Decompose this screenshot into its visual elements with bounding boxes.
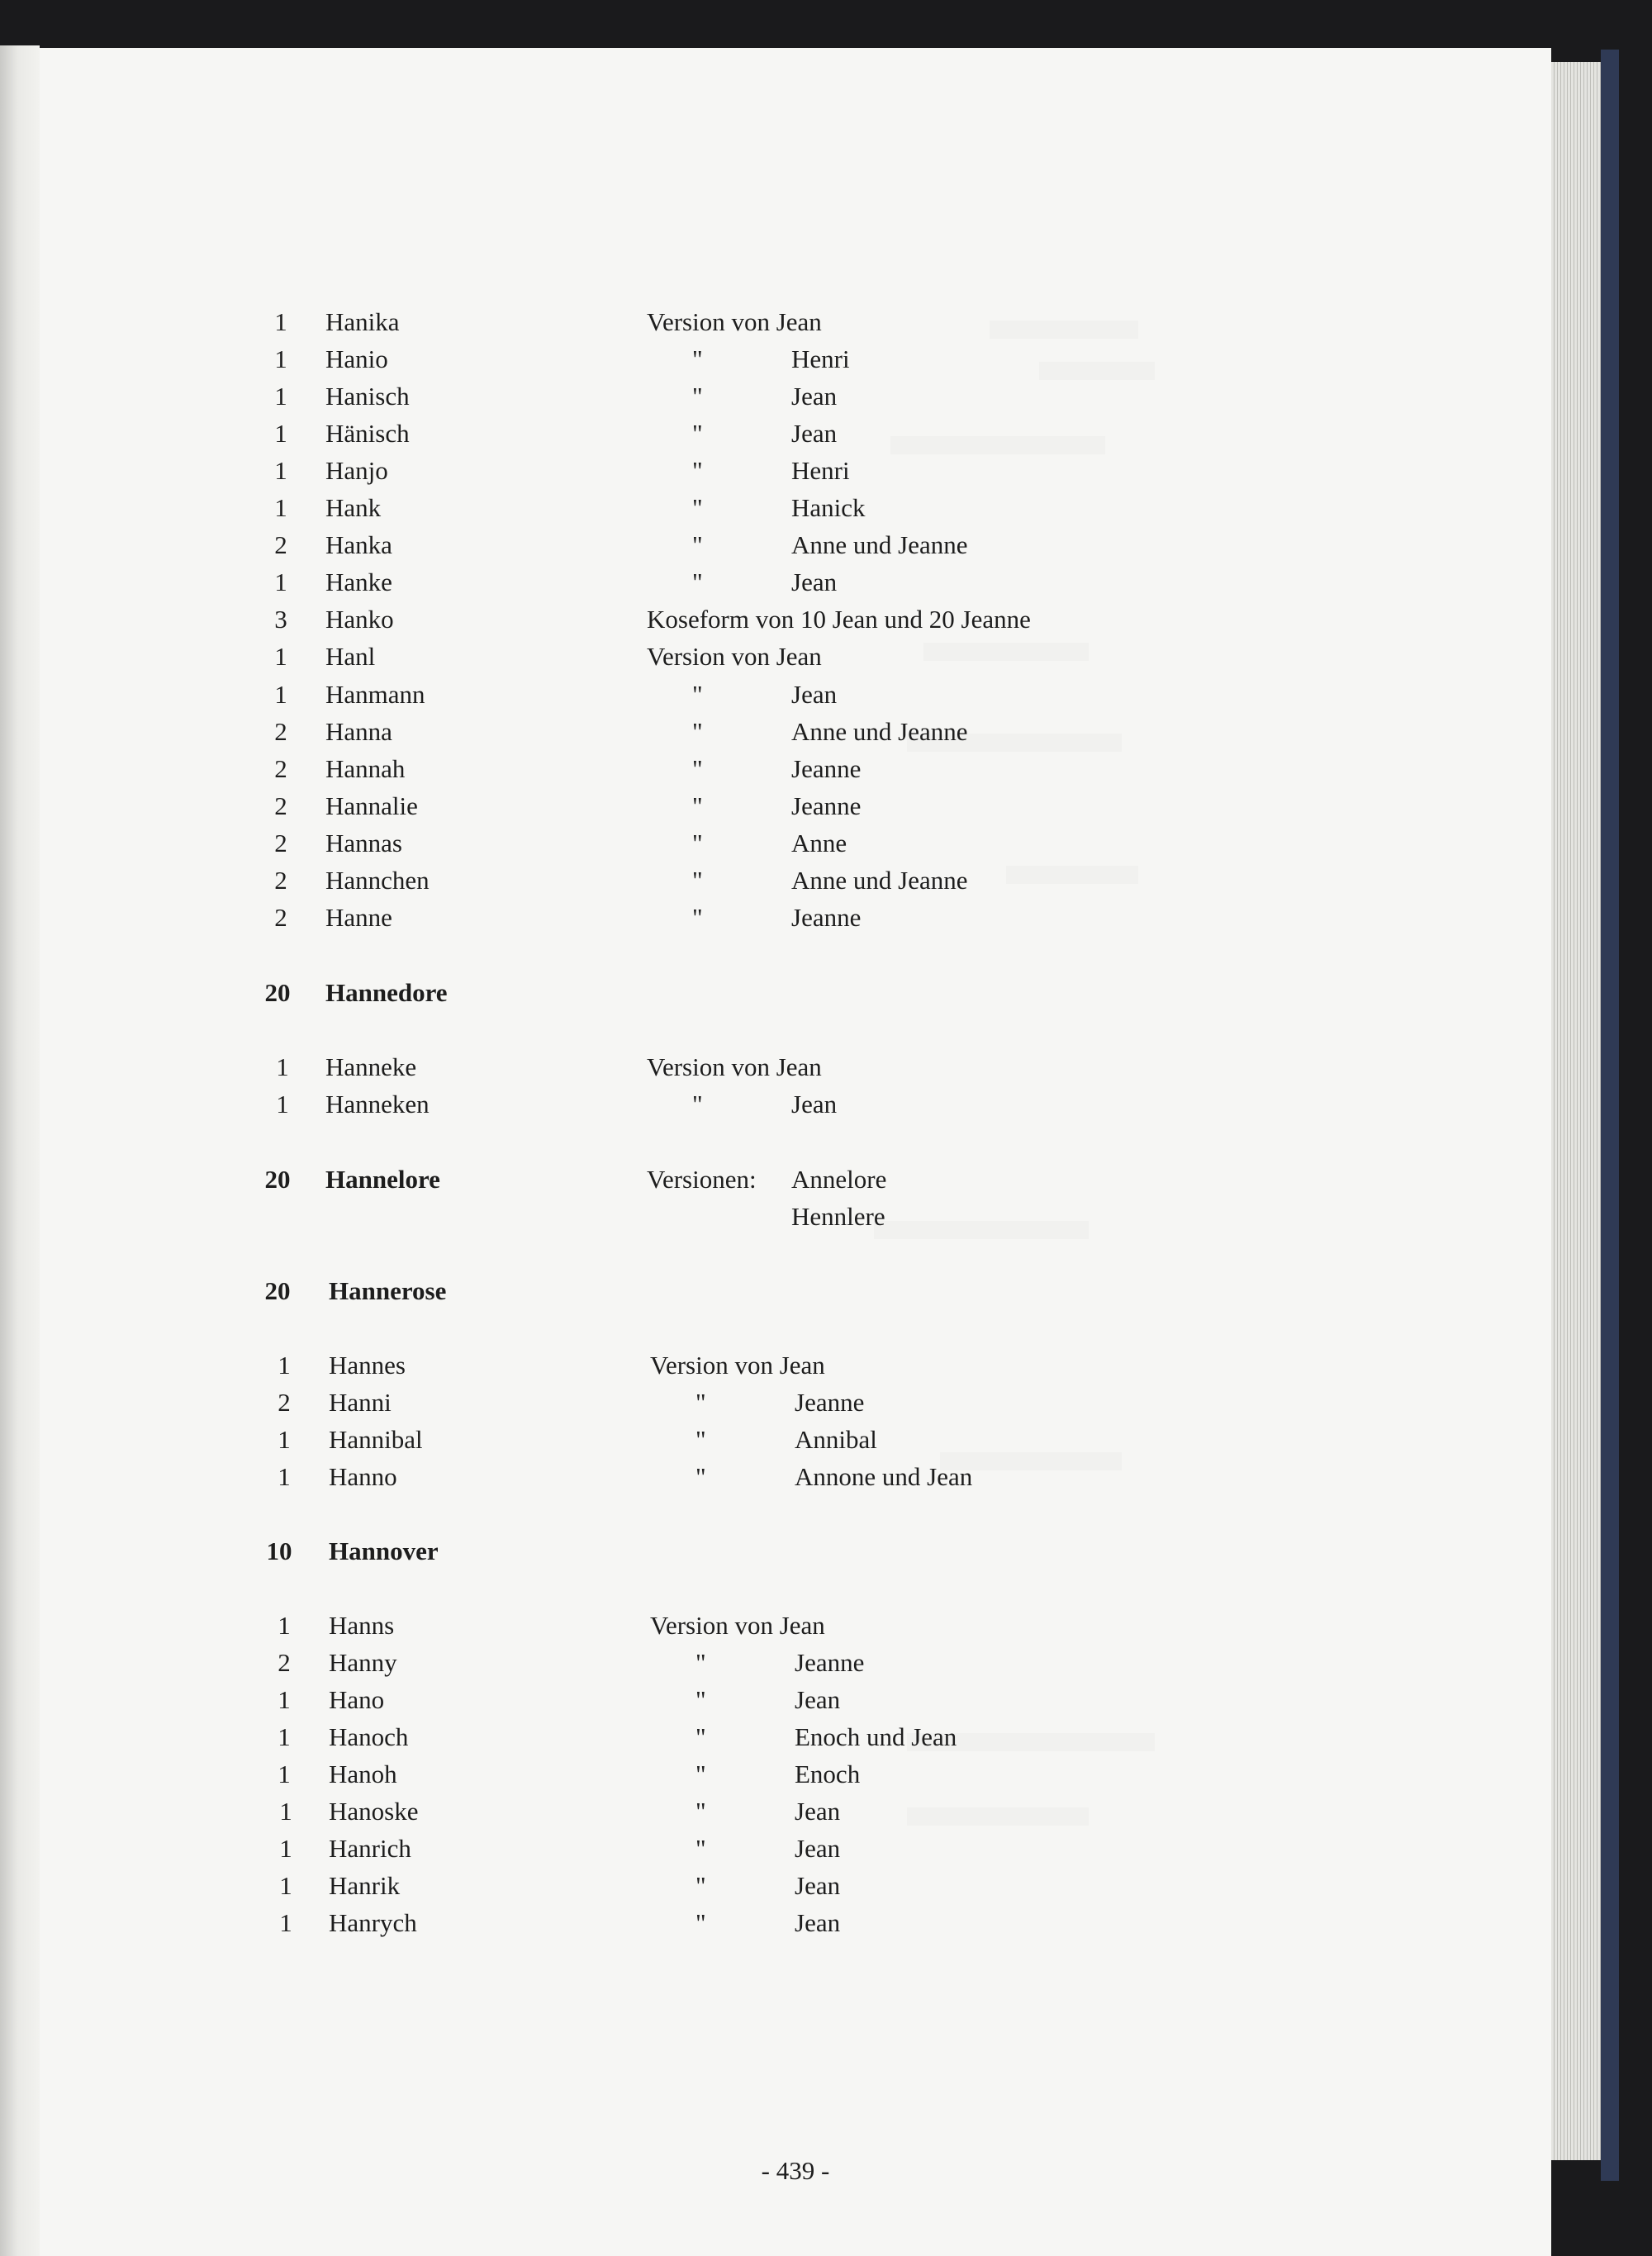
list-item bbox=[40, 901, 1551, 934]
page-number: - 439 - bbox=[761, 2156, 830, 2185]
entry-variant: Anne bbox=[791, 829, 847, 857]
entry-description: Version von Jean bbox=[650, 1611, 825, 1640]
entry-count: 10 bbox=[266, 1536, 292, 1565]
entry-count: 2 bbox=[274, 866, 287, 895]
entry-variant: Jeanne bbox=[791, 903, 862, 932]
list-item bbox=[40, 1088, 1551, 1121]
entry-name: Hanmann bbox=[325, 680, 425, 709]
entry-name: Hano bbox=[329, 1685, 385, 1714]
list-item bbox=[40, 753, 1551, 786]
entry-variant: Jeanne bbox=[791, 754, 862, 783]
entry-variant: Jean bbox=[791, 680, 838, 709]
entry-name: Hanika bbox=[325, 307, 400, 336]
entry-count: 1 bbox=[274, 568, 287, 596]
list-item bbox=[40, 678, 1551, 711]
list-item bbox=[40, 1460, 1551, 1494]
list-item bbox=[40, 1535, 1551, 1568]
entry-count: 1 bbox=[274, 493, 287, 522]
entry-name: Hannibal bbox=[329, 1425, 423, 1454]
entry-name: Hannah bbox=[325, 754, 406, 783]
list-item bbox=[40, 1275, 1551, 1308]
ditto-mark: " bbox=[692, 680, 703, 709]
entry-name: Hanka bbox=[325, 530, 392, 559]
entry-count: 2 bbox=[278, 1388, 291, 1417]
ditto-mark: " bbox=[692, 903, 703, 932]
ditto-mark: " bbox=[695, 1425, 706, 1454]
entry-name: Hanno bbox=[329, 1462, 397, 1491]
entry-count: 2 bbox=[274, 903, 287, 932]
entry-name: Hannas bbox=[325, 829, 402, 857]
entry-variant: Anne und Jeanne bbox=[791, 866, 968, 895]
list-item bbox=[40, 1869, 1551, 1902]
list-item bbox=[40, 1386, 1551, 1419]
entry-name: Hanoh bbox=[329, 1760, 397, 1788]
list-item bbox=[40, 343, 1551, 376]
entry-name: Hanko bbox=[325, 605, 394, 634]
ditto-mark: " bbox=[692, 791, 703, 820]
page-stack-edge bbox=[1551, 62, 1601, 2160]
entry-variant: Henri bbox=[791, 456, 850, 485]
list-item bbox=[40, 1200, 1551, 1233]
entry-count: 1 bbox=[278, 1462, 291, 1491]
entry-count: 1 bbox=[279, 1834, 292, 1863]
entry-count: 2 bbox=[274, 530, 287, 559]
entry-count: 1 bbox=[278, 1760, 291, 1788]
entry-count: 1 bbox=[278, 1425, 291, 1454]
entry-name: Hannalie bbox=[325, 791, 418, 820]
entry-count: 1 bbox=[274, 419, 287, 448]
entry-variant: Jean bbox=[795, 1834, 841, 1863]
ditto-mark: " bbox=[692, 866, 703, 895]
entry-variant: Enoch und Jean bbox=[795, 1722, 957, 1751]
list-item bbox=[40, 1423, 1551, 1456]
entry-description: Koseform von 10 Jean und 20 Jeanne bbox=[647, 605, 1031, 634]
entry-count: 1 bbox=[278, 1722, 291, 1751]
list-item bbox=[40, 790, 1551, 823]
entry-count: 1 bbox=[278, 1685, 291, 1714]
ditto-mark: " bbox=[692, 382, 703, 411]
entry-variant: Jean bbox=[795, 1871, 841, 1900]
entry-count: 2 bbox=[274, 754, 287, 783]
entry-description: Version von Jean bbox=[647, 307, 822, 336]
ditto-mark: " bbox=[692, 717, 703, 746]
entry-count: 1 bbox=[278, 1351, 291, 1380]
book-cover-edge bbox=[1601, 50, 1619, 2181]
entry-description: Version von Jean bbox=[650, 1351, 825, 1380]
list-item bbox=[40, 1684, 1551, 1717]
entry-name: Hanjo bbox=[325, 456, 388, 485]
entry-name: Hanns bbox=[329, 1611, 395, 1640]
ditto-mark: " bbox=[695, 1797, 706, 1826]
ditto-mark: " bbox=[692, 829, 703, 857]
book-page bbox=[40, 48, 1551, 2256]
entry-name: Hank bbox=[325, 493, 382, 522]
entry-name: Hanisch bbox=[325, 382, 410, 411]
list-item bbox=[40, 529, 1551, 562]
entry-name: Hanne bbox=[325, 903, 392, 932]
entry-name: Hanny bbox=[329, 1648, 397, 1677]
ditto-mark: " bbox=[695, 1722, 706, 1751]
entry-count: 1 bbox=[276, 1090, 289, 1119]
list-item bbox=[40, 827, 1551, 860]
ditto-mark: " bbox=[692, 419, 703, 448]
entry-variant: Annelore bbox=[791, 1165, 887, 1194]
entry-count: 1 bbox=[274, 307, 287, 336]
entry-name: Hänisch bbox=[325, 419, 410, 448]
ditto-mark: " bbox=[692, 493, 703, 522]
entry-name: Hanl bbox=[325, 642, 376, 671]
entry-name: Hanneken bbox=[325, 1090, 430, 1119]
ditto-mark: " bbox=[695, 1908, 706, 1937]
ditto-mark: " bbox=[695, 1871, 706, 1900]
entry-variant: Annibal bbox=[795, 1425, 877, 1454]
entry-count: 1 bbox=[274, 344, 287, 373]
list-item bbox=[40, 566, 1551, 599]
entry-variant: Anne und Jeanne bbox=[791, 717, 968, 746]
entry-count: 20 bbox=[264, 978, 291, 1007]
entry-description: Version von Jean bbox=[647, 642, 822, 671]
entry-count: 1 bbox=[276, 1052, 289, 1081]
entry-variant: Henri bbox=[791, 344, 850, 373]
entry-name: Hannedore bbox=[325, 978, 448, 1007]
entry-variant: Jean bbox=[791, 382, 838, 411]
left-page-edge bbox=[0, 45, 40, 2256]
entry-variant: Jeanne bbox=[795, 1388, 865, 1417]
list-item bbox=[40, 380, 1551, 413]
entry-count: 1 bbox=[279, 1908, 292, 1937]
entry-count: 20 bbox=[264, 1276, 291, 1305]
entry-count: 1 bbox=[274, 456, 287, 485]
entry-name: Hanrik bbox=[329, 1871, 401, 1900]
entry-name: Hanoske bbox=[329, 1797, 419, 1826]
entry-count: 1 bbox=[278, 1611, 291, 1640]
entry-variant: Hennlere bbox=[791, 1202, 885, 1231]
entry-count: 20 bbox=[264, 1165, 291, 1194]
ditto-mark: " bbox=[692, 344, 703, 373]
entry-variant: Jean bbox=[795, 1685, 841, 1714]
entry-variant: Enoch bbox=[795, 1760, 861, 1788]
entry-name: Hanio bbox=[325, 344, 388, 373]
list-item bbox=[40, 1758, 1551, 1791]
entry-variant: Jean bbox=[795, 1797, 841, 1826]
entry-variant: Annone und Jean bbox=[795, 1462, 973, 1491]
list-item bbox=[40, 976, 1551, 1009]
list-item bbox=[40, 1721, 1551, 1754]
ditto-mark: " bbox=[695, 1462, 706, 1491]
entry-name: Hannelore bbox=[325, 1165, 440, 1194]
entry-count: 1 bbox=[279, 1871, 292, 1900]
list-item bbox=[40, 1051, 1551, 1084]
ditto-mark: " bbox=[695, 1834, 706, 1863]
entry-variant: Jeanne bbox=[791, 791, 862, 820]
ditto-mark: " bbox=[692, 1090, 703, 1119]
list-item bbox=[40, 1795, 1551, 1828]
ditto-mark: " bbox=[695, 1648, 706, 1677]
entry-description: Versionen: bbox=[647, 1165, 757, 1194]
list-item bbox=[40, 1349, 1551, 1382]
ditto-mark: " bbox=[695, 1388, 706, 1417]
list-item bbox=[40, 1907, 1551, 1940]
list-item bbox=[40, 1832, 1551, 1865]
list-item bbox=[40, 1609, 1551, 1642]
entry-variant: Jean bbox=[791, 1090, 838, 1119]
entry-variant: Jean bbox=[791, 419, 838, 448]
entry-name: Hannover bbox=[329, 1536, 439, 1565]
entry-variant: Jean bbox=[795, 1908, 841, 1937]
list-item bbox=[40, 417, 1551, 450]
entry-count: 2 bbox=[274, 717, 287, 746]
entry-count: 1 bbox=[274, 642, 287, 671]
list-item bbox=[40, 454, 1551, 487]
entry-count: 1 bbox=[274, 382, 287, 411]
list-item bbox=[40, 715, 1551, 748]
entry-variant: Jeanne bbox=[795, 1648, 865, 1677]
ditto-mark: " bbox=[692, 456, 703, 485]
ditto-mark: " bbox=[692, 754, 703, 783]
entry-name: Hannerose bbox=[329, 1276, 447, 1305]
entry-name: Hanrich bbox=[329, 1834, 411, 1863]
entry-count: 2 bbox=[274, 829, 287, 857]
list-item bbox=[40, 640, 1551, 673]
entry-count: 2 bbox=[278, 1648, 291, 1677]
entry-name: Hanni bbox=[329, 1388, 392, 1417]
ditto-mark: " bbox=[692, 530, 703, 559]
list-item bbox=[40, 864, 1551, 897]
entry-name: Hannes bbox=[329, 1351, 406, 1380]
entry-name: Hanna bbox=[325, 717, 392, 746]
entry-name: Hanrych bbox=[329, 1908, 417, 1937]
entry-count: 2 bbox=[274, 791, 287, 820]
entry-count: 1 bbox=[274, 680, 287, 709]
entry-count: 1 bbox=[279, 1797, 292, 1826]
ditto-mark: " bbox=[695, 1685, 706, 1714]
entry-variant: Jean bbox=[791, 568, 838, 596]
list-item bbox=[40, 1163, 1551, 1196]
entry-name: Hanke bbox=[325, 568, 392, 596]
list-item bbox=[40, 306, 1551, 339]
list-item bbox=[40, 1646, 1551, 1679]
list-item bbox=[40, 492, 1551, 525]
entry-count: 3 bbox=[274, 605, 287, 634]
entry-name: Hanneke bbox=[325, 1052, 417, 1081]
ditto-mark: " bbox=[692, 568, 703, 596]
entry-name: Hannchen bbox=[325, 866, 430, 895]
entry-variant: Anne und Jeanne bbox=[791, 530, 968, 559]
list-item bbox=[40, 603, 1551, 636]
ditto-mark: " bbox=[695, 1760, 706, 1788]
entry-name: Hanoch bbox=[329, 1722, 409, 1751]
entry-description: Version von Jean bbox=[647, 1052, 822, 1081]
entry-variant: Hanick bbox=[791, 493, 866, 522]
